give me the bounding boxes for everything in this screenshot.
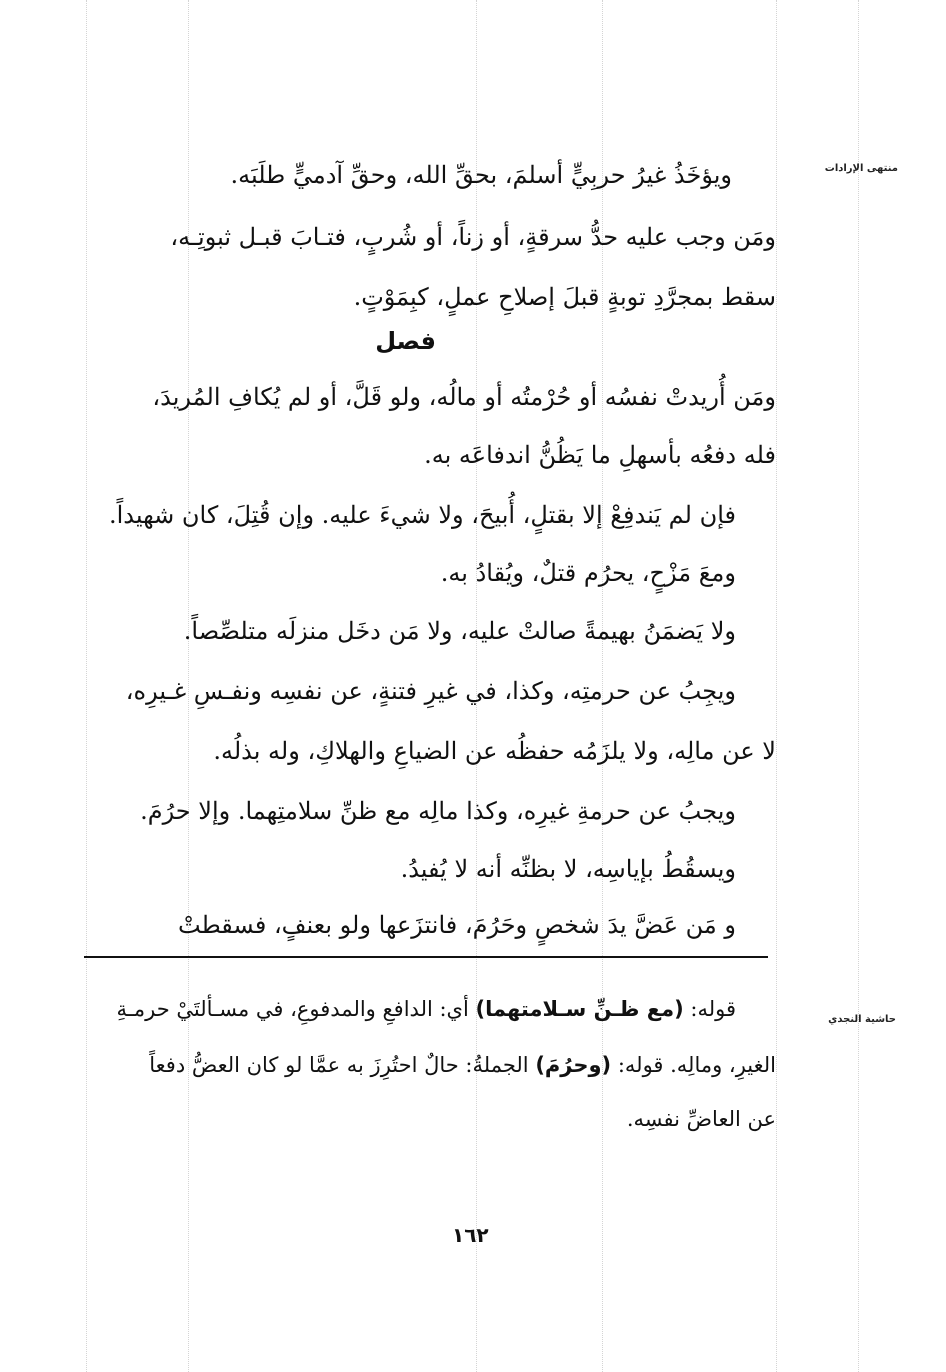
text-line: ويؤخَذُ غيرُ حربِيٍّ أسلمَ، بحقِّ الله، وحقِّ آدميٍّ طلَبَه.: [230, 161, 732, 189]
section-title: فصل: [375, 327, 436, 355]
text-line: ومَن وجب عليه حدُّ سرقةٍ، أو زناً، أو شُربٍ، فتـابَ قبـل ثبوتِـه،: [170, 223, 776, 251]
commentary-text: الغيرِ، ومالِه. قوله:: [611, 1053, 776, 1077]
quoted-phrase: (وحرُمَ): [535, 1053, 612, 1077]
quoted-phrase: (مع ظـنِّ سـلامتهما): [475, 997, 684, 1021]
commentary-text: الجملةُ: حالٌ احتُرِزَ به عمَّا لو كان العضُّ دفعاً: [149, 1053, 536, 1077]
text-line: سقط بمجرَّدِ توبةٍ قبلَ إصلاحِ عملٍ، كبِمَوْتٍ.: [353, 283, 776, 311]
text-line: ويجبُ عن حرمةِ غيرِه، وكذا مالِه مع ظنِّ سلامتِهما. وإلا حرُمَ.: [140, 797, 736, 825]
commentary-text: قوله:: [683, 997, 736, 1021]
side-label-main-text: منتهى الإرادات: [824, 163, 898, 174]
commentary-text: أي: الدافعِ والمدفوعِ، في مسـألتَيْ حرمـةِ: [116, 997, 476, 1021]
text-line: فله دفعُه بأسهلِ ما يَظُنُّ اندفاعَه به.: [424, 441, 776, 469]
text-line: ويسقُطُ بإياسِه، لا بظنِّه أنه لا يُفيدُ.: [400, 855, 736, 883]
dotted-guide-line: [776, 0, 777, 1372]
text-line: ومَن أُريدتْ نفسُه أو حُرْمتُه أو مالُه، ولو قَلَّ، أو لم يُكافِ المُريدَ،: [152, 383, 776, 411]
text-line: ولا يَضمَنُ بهيمةً صالتْ عليه، ولا مَن دخَل منزلَه متلصِّصاً.: [183, 617, 736, 645]
commentary-line: [149, 1050, 776, 1080]
text-line: ويجِبُ عن حرمتِه، وكذا، في غيرِ فتنةٍ، عن نفسِه ونفـسِ غـيرِه،: [125, 677, 736, 705]
dotted-guide-line: [858, 0, 859, 1372]
text-line: فإن لم يَندفِعْ إلا بقتلٍ، أُبيحَ، ولا شيءَ عليه. وإن قُتِلَ، كان شهيداً.: [108, 501, 736, 529]
text-line: و مَن عَضَّ يدَ شخصٍ وحَرُمَ، فانتزَعها ولو بعنفٍ، فسقطتْ: [178, 911, 736, 939]
page-number: ١٦٢: [452, 1223, 489, 1247]
side-label-commentary: حاشية النجدي: [828, 1014, 896, 1025]
dotted-guide-line: [86, 0, 87, 1372]
text-line: لا عن مالِه، ولا يلزَمُه حفظُه عن الضياعِ والهلاكِ، وله بذلُه.: [213, 737, 776, 765]
text-line: ومعَ مَزْحٍ، يحرُم قتلٌ، ويُقادُ به.: [440, 559, 736, 587]
commentary-line: [117, 994, 736, 1024]
separator-rule: [84, 956, 768, 958]
commentary-line: عن العاضِّ نفسِه.: [626, 1107, 776, 1131]
